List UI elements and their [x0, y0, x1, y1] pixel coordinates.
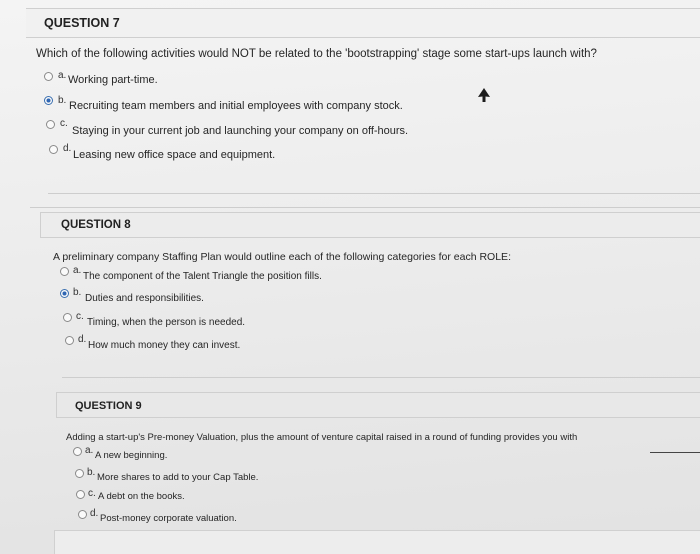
option-label[interactable]: More shares to add to your Cap Table.	[97, 472, 259, 483]
radio-button[interactable]	[65, 336, 74, 345]
option-letter: d.	[90, 508, 99, 519]
option-label[interactable]: Leasing new office space and equipment.	[73, 149, 276, 161]
answer-blank-line	[650, 452, 700, 453]
radio-button[interactable]	[46, 120, 55, 129]
option-label[interactable]: Duties and responsibilities.	[85, 293, 204, 304]
radio-button[interactable]	[76, 490, 85, 499]
option-label[interactable]: The component of the Talent Triangle the position fills.	[83, 271, 322, 282]
divider	[30, 207, 700, 208]
option-letter: a.	[73, 265, 82, 276]
option-label[interactable]: Timing, when the person is needed.	[87, 317, 246, 328]
mouse-cursor-icon	[478, 88, 490, 102]
option-label[interactable]: Post-money corporate valuation.	[100, 513, 237, 524]
option-letter: b.	[87, 467, 96, 478]
radio-button[interactable]	[78, 510, 87, 519]
option-letter: a.	[58, 70, 67, 81]
option-letter: b.	[58, 95, 67, 106]
option-letter: d.	[78, 334, 87, 345]
next-question-panel	[54, 530, 700, 554]
option-label[interactable]: A debt on the books.	[98, 491, 185, 502]
question-9-header	[56, 392, 700, 418]
question-9-title: QUESTION 9	[75, 400, 142, 412]
radio-button[interactable]	[60, 267, 69, 276]
option-letter: d.	[63, 143, 72, 154]
option-label[interactable]: Staying in your current job and launching your company on off-hours.	[72, 125, 409, 137]
question-8-title: QUESTION 8	[61, 219, 131, 231]
option-letter: c.	[60, 118, 68, 129]
radio-button[interactable]	[44, 72, 53, 81]
option-label[interactable]: Working part-time.	[68, 74, 158, 86]
question-8-text: A preliminary company Staffing Plan would outline each of the following categories for each ROLE:	[53, 251, 511, 263]
radio-button-selected[interactable]	[60, 289, 69, 298]
option-label[interactable]: A new beginning.	[95, 450, 168, 461]
question-8-header	[40, 212, 700, 238]
option-label[interactable]: How much money they can invest.	[88, 340, 241, 351]
option-letter: a.	[85, 445, 94, 456]
radio-button[interactable]	[49, 145, 58, 154]
option-letter: b.	[73, 287, 82, 298]
option-letter: c.	[76, 311, 84, 322]
question-9-text: Adding a start-up's Pre-money Valuation, plus the amount of venture capital raised in a round of funding provides you with	[66, 432, 578, 443]
radio-button[interactable]	[75, 469, 84, 478]
divider	[62, 377, 700, 378]
radio-button[interactable]	[73, 447, 82, 456]
option-label[interactable]: Recruiting team members and initial employees with company stock.	[69, 100, 403, 112]
option-letter: c.	[88, 488, 96, 499]
divider	[48, 193, 700, 194]
question-7-header	[26, 8, 700, 38]
question-7-text: Which of the following activities would NOT be related to the 'bootstrapping' stage some start-ups launch with?	[36, 48, 597, 60]
radio-button-selected[interactable]	[44, 96, 53, 105]
radio-button[interactable]	[63, 313, 72, 322]
question-7-title: QUESTION 7	[44, 16, 120, 30]
